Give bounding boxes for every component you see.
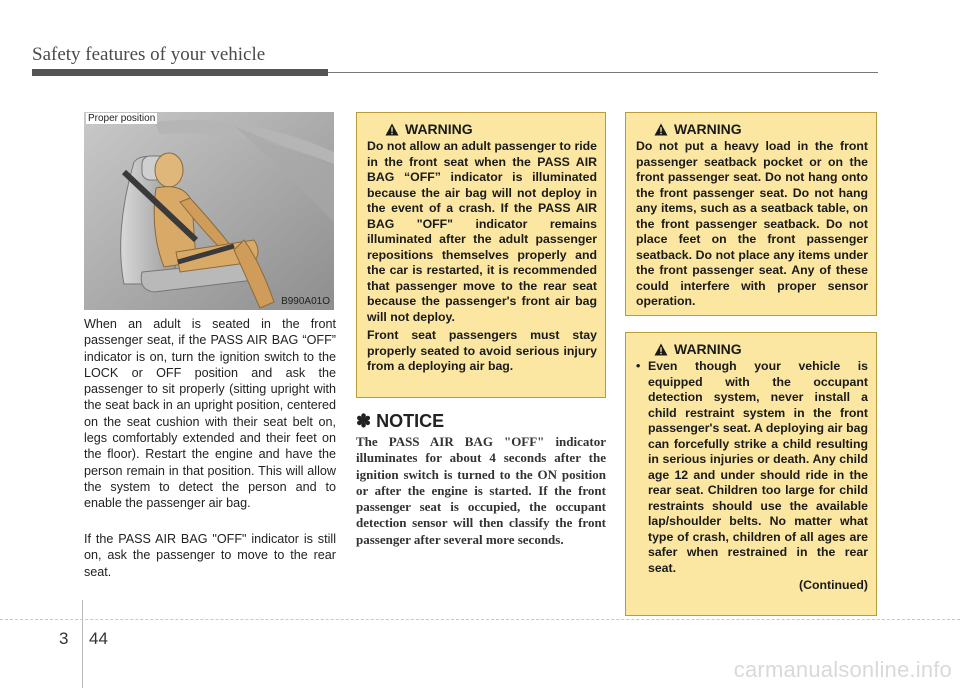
notice-star-icon: ✽ (356, 411, 372, 431)
figure-label: Proper position (88, 113, 156, 124)
page-number: 44 (89, 629, 108, 648)
warning-triangle-icon (654, 343, 668, 356)
warning-text: Do not allow an adult passenger to ride in the front seat when the PASS AIR BAG “OFF” indicator is illuminated because the air bag will not deploy in the event of a crash. If the PASS AIR BAG "OFF" indicator remains illuminated after the adult passenger repositions themselves properly and the car is restarted, it is recommended that passenger move to the rear seat because the passenger's front air bag will not deploy. (367, 139, 597, 324)
warning-header (654, 121, 868, 137)
footer-divider (82, 600, 83, 688)
figure-code: B990A01O (281, 296, 330, 307)
warning-title: WARNING (405, 121, 473, 137)
warning-bullet-item (636, 359, 868, 576)
warning-triangle-icon (654, 123, 668, 136)
chapter-number: 3 (59, 629, 69, 648)
bullet-dot: • (636, 359, 641, 373)
watermark: carmanualsonline.info (733, 657, 952, 682)
seated-dummy-illustration (84, 112, 334, 310)
footer-rule (0, 619, 960, 620)
header-rule (32, 69, 328, 76)
header-rule-thin (328, 72, 878, 73)
warning-box-heavy-load (625, 112, 877, 316)
warning-text: Even though your vehicle is equipped with the occupant detection system, never install a child restraint system in the front passenger's seat. A deploying air bag can forcefully strike a child resulting in serious injuries or death. Any child age 12 and under should ride in the rear seat. Children too large for child restraints should use the available lap/shoulder belts. No matter what type of crash, children of all ages are safer when restrained in the rear seat. (648, 359, 868, 575)
warning-text: Do not put a heavy load in the front passenger seatback pocket or on the front passenger seat. Do not hang onto the front passenger seat. Do not hang any items, such as a seatback table, on the front passenger seatback. Do not place feet on the front passenger seatback. Do not place any items under the front passenger seat. Any of these could interfere with proper sensor operation. (636, 139, 868, 308)
warning-box-child-seat (625, 332, 877, 616)
notice-text: The PASS AIR BAG "OFF" indicator illuminates for about 4 seconds after the ignition switch is turned to the ON position or after the engine is started. If the front passenger seat is occupied, the occupant detection sensor will then classify the front passenger after several more seconds. (356, 434, 606, 547)
warning-triangle-icon (385, 123, 399, 136)
continued-label: (Continued) (799, 578, 868, 592)
proper-position-figure (84, 112, 334, 310)
warning-title: WARNING (674, 121, 742, 137)
body-paragraph-2: If the PASS AIR BAG "OFF" indicator is still on, ask the passenger to move to the rear seat. (84, 532, 336, 579)
notice-title: NOTICE (376, 411, 445, 431)
warning-box-air-bag-off (356, 112, 606, 398)
body-paragraph-1: When an adult is seated in the front passenger seat, if the PASS AIR BAG “OFF” indicator is on, turn the ignition switch to the LOCK or OFF position and ask the passenger to sit properly (sitting upright with the seat back in an upright position, centered on the seat cushion with their seat belt on, legs comfortably extended and their feet on the floor). Restart the engine and have the person remain in that position. This will allow the system to detect the person and to enable the passenger air bag. (84, 317, 336, 511)
warning-header (385, 121, 597, 137)
warning-text-seating: Front seat passengers must stay properly seated to avoid serious injury from a deploying air bag. (367, 328, 597, 373)
warning-title: WARNING (674, 341, 742, 357)
warning-header (654, 341, 868, 357)
page-header-title: Safety features of your vehicle (32, 44, 266, 65)
notice-heading (356, 411, 444, 432)
